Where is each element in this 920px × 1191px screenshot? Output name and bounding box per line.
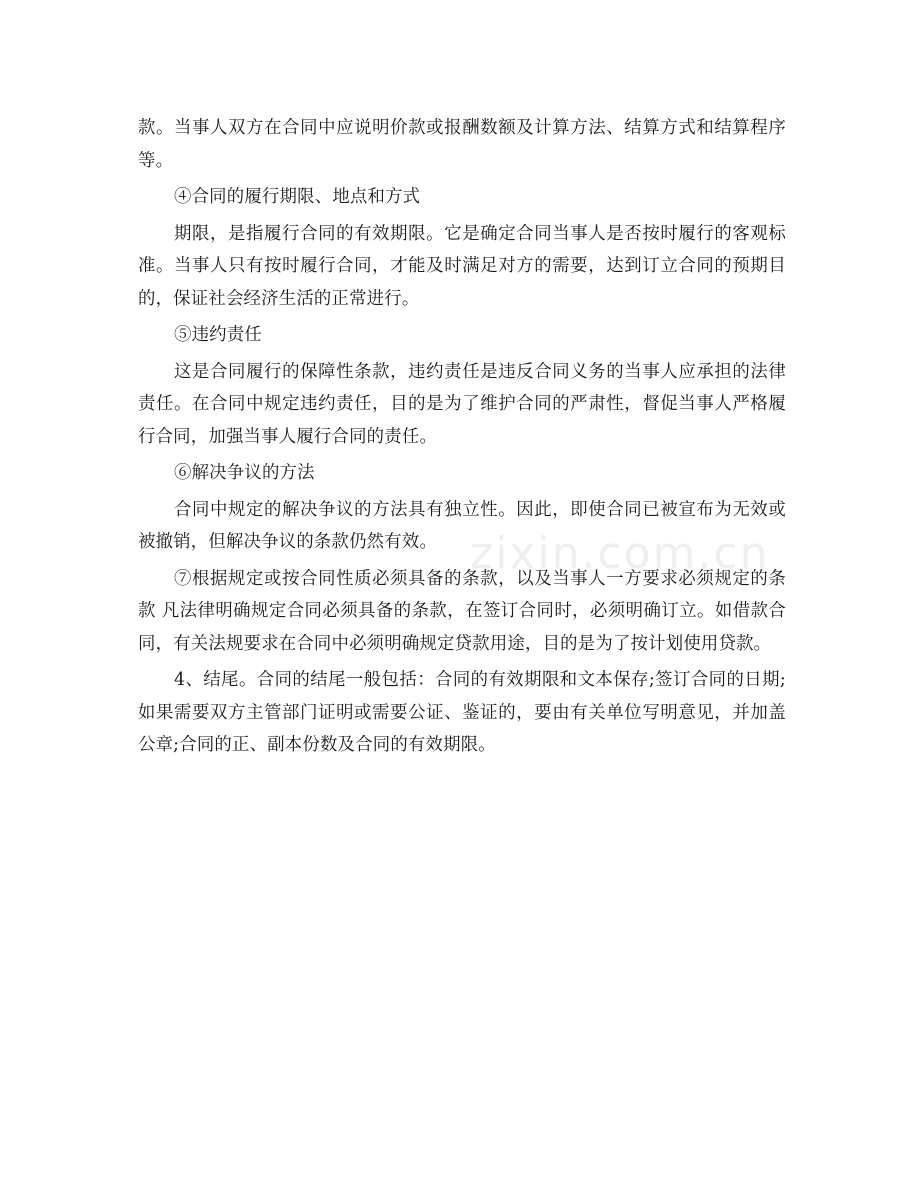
paragraph-breach-liability: 这是合同履行的保障性条款，违约责任是违反合同义务的当事人应承担的法律责任。在合同中规定违约责任，目的是为了维护合同的严肃性，督促当事人严格履行合同，加强当事人履行合同的责任。 — [138, 361, 786, 447]
watermark-text: zixin.com.cn — [470, 528, 770, 579]
paragraph-contract-ending: 4、结尾。合同的结尾一般包括：合同的有效期限和文本保存;签订合同的日期;如果需要双方主管部门证明或需要公证、鉴证的，要由有关单位写明意见，并加盖公章;合同的正、副本份数及合同的有效期限。 — [138, 670, 786, 755]
document-body — [138, 112, 786, 766]
paragraph-dispute-resolution: 合同中规定的解决争议的方法具有独立性。因此，即使合同已被宣布为无效或被撤销，但解决争议的条款仍然有效。 — [138, 499, 786, 552]
paragraph-payment-continuation: 款。当事人双方在合同中应说明价款或报酬数额及计算方法、结算方式和结算程序等。 — [138, 118, 786, 171]
heading-performance-term: ④合同的履行期限、地点和方式 — [174, 187, 421, 207]
paragraph-required-clauses: ⑦根据规定或按合同性质必须具备的条款，以及当事人一方要求必须规定的条款 凡法律明确规定合同必须具备的条款，在签订合同时，必须明确订立。如借款合同，有关法规要求在合同中必须明确规定贷款用途，目的是为了按计划使用贷款。 — [138, 568, 786, 654]
heading-breach-liability: ⑤违约责任 — [174, 325, 262, 345]
heading-dispute-resolution: ⑥解决争议的方法 — [174, 463, 315, 483]
paragraph-performance-term: 期限，是指履行合同的有效期限。它是确定合同当事人是否按时履行的客观标准。当事人只有按时履行合同，才能及时满足对方的需要，达到订立合同的预期目的，保证社会经济生活的正常进行。 — [138, 223, 786, 309]
